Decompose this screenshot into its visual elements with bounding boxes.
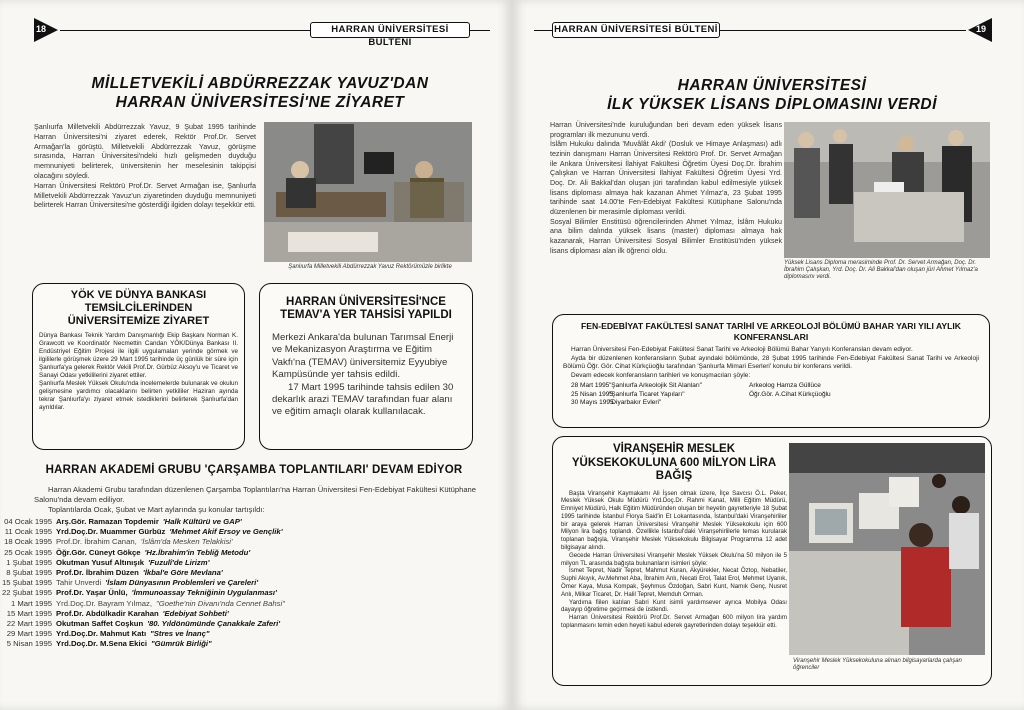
conference-speaker: Öğr.Gör. A.Cihat Kürkçüoğlu bbox=[749, 390, 831, 398]
schedule-topic: 'Fuzulî'de Lirizm' bbox=[148, 557, 210, 567]
schedule-row bbox=[0, 619, 476, 629]
schedule-date: 22 Şubat 1995 bbox=[1, 588, 52, 598]
right-page bbox=[512, 0, 1024, 710]
box-title: HARRAN ÜNİVERSİTESİ'NCE TEMAV'A YER TAHSİSİ YAPILDI bbox=[280, 296, 452, 321]
box-title: YÖK VE DÜNYA BANKASI TEMSİLCİLERİNDEN ÜNİVERSİTEMİZE ZİYARET bbox=[67, 289, 210, 327]
info-box bbox=[552, 314, 990, 428]
conference-topic: "Diyarbakır Evleri" bbox=[609, 399, 662, 406]
schedule-speaker: Tahir Unverdi bbox=[56, 578, 102, 588]
conference-speaker: Arkeolog Hamza Güllüce bbox=[749, 382, 821, 389]
schedule-row bbox=[0, 537, 476, 547]
office-scene-image bbox=[264, 122, 472, 262]
title-line-2: İLK YÜKSEK LİSANS DİPLOMASINI VERDİ bbox=[607, 96, 937, 113]
paragraph: Sosyal Bilimler Enstitüsü öğrencilerinden Ahmet Yılmaz, İslâm Hukuku ana bilim dalında yüksek lisans (master) diploması almaya hak kazanarak, Harran Üniversitesi Sosyal Bilimler Enstitüsü'nden yüksek lisans diploması alan ilk öğrenci oldu. bbox=[550, 217, 782, 255]
schedule-row bbox=[0, 609, 476, 619]
box-paragraph: Gecede Harran Üniversitesi Viranşehir Meslek Yüksek Okulu'na 50 milyon ile 5 milyon TL arasında bağışta bulunanların isimleri şöyle: bbox=[561, 551, 787, 567]
conference-date: 28 Mart 1995 bbox=[571, 382, 610, 389]
header-rule bbox=[60, 30, 310, 31]
box-paragraph: Dünya Bankası Teknik Yardım Danışmanlığı Ekip Başkanı Norman K. Grawcott ve Koordinatör Necmettin Candan YÖK/Dünya Bankası II. Endüstriyel Eğitim Projesi ile ilgili uygulamaları yerinde görmek ve ilgililerle görüşmek üzere 29 Mart 1995 tarihinde üç günlük bir süre için Şanlıurfa'ya gelerek Rektör Vekili Prof.Dr. Gürbüz Aksoy'u ve Ticaret ve Sanayi Odası yetkililerini ziyaret ettiler. bbox=[39, 332, 238, 379]
schedule-date: 1 Mart 1995 bbox=[10, 598, 52, 608]
schedule-topic: "Goethe'nin Divanı'nda Cennet Bahsi" bbox=[155, 598, 285, 608]
diploma-ceremony-image bbox=[784, 122, 990, 258]
article-body bbox=[550, 121, 782, 256]
paragraph: Şanlıurfa Milletvekili Abdürrezzak Yavuz, 9 Şubat 1995 tarihinde Harran Üniversitesi'ni ziyaret ederek, Rektör Prof.Dr. Servet Armağan'la görüştü. Milletvekili Abdürrezzak Yavuz, görüşme sırasında, Harran Üniversitesi'ndeki hızlı gelişmeden duyduğu memnuniyeti belirterek, üniversitenin her meselesinin takipçisi olacağını söyledi. bbox=[34, 122, 256, 180]
box-paragraph: Ayda bir düzenlenen konferansların Şubat ayındaki bölümünde, 28 Şubat 1995 tarihinde Fen-Edebiyat Fakültesi Sanat Tarihi ve Arkeoloji Bölümü Öğr. Gör. Cihat Kürkçüoğlu tarafından 'Şanlıurfa Mimari Eserleri' konulu bir konferans verildi. bbox=[563, 354, 979, 370]
box-paragraph: Harran Üniversitesi Rektörü Prof.Dr. Servet Armağan 600 milyon lira yardım toplanmasını temin eden heyeti kabul ederek gayretlerinden dolayı teşekkür etti. bbox=[561, 614, 787, 630]
schedule-row bbox=[0, 578, 476, 588]
schedule-speaker: Okutman Saffet Coşkun bbox=[56, 619, 144, 629]
schedule-speaker: Yrd.Doç.Dr. M.Sena Ekici bbox=[56, 639, 147, 649]
schedule-row bbox=[0, 517, 476, 527]
schedule-topic: 'Halk Kültürü ve GAP' bbox=[162, 517, 242, 526]
conference-topic: "Şanlıurfa Ticaret Yapıları" bbox=[609, 390, 685, 398]
box-title: VİRANŞEHİR MESLEK YÜKSEKOKULUNA 600 MİLYON LİRA BAĞIŞ bbox=[571, 443, 777, 482]
paragraph: Harran Üniversitesi'nde kuruluğundan beri devam eden yüksek lisans programları ilk mezununu verdi. bbox=[550, 121, 782, 139]
schedule-topic: "Stres ve İnanç" bbox=[150, 629, 210, 639]
photo-caption: Viranşehir Meslek Yüksekokuluna alınan bilgisayarlarda çalışan öğrenciler bbox=[793, 658, 962, 671]
title-line-2: HARRAN ÜNİVERSİTESİ'NE ZİYARET bbox=[115, 94, 405, 111]
schedule-date: 22 Mart 1995 bbox=[6, 619, 52, 629]
box-paragraph: Devam edecek konferansların tarihleri ve konuşmacıları şöyle: bbox=[571, 371, 751, 379]
box-paragraph: 17 Mart 1995 tarihinde tahsis edilen 30 dekarlık arazi TEMAV tarafından fuar alanı ve eğitim amaçlı olarak kullanılacak. bbox=[272, 381, 454, 418]
schedule-row bbox=[0, 527, 476, 537]
schedule-list bbox=[0, 517, 476, 650]
article-title bbox=[40, 74, 480, 112]
header-rule bbox=[534, 30, 552, 31]
schedule-row bbox=[0, 639, 476, 649]
photo-caption: Şanlıurfa Milletvekili Abdürrezzak Yavuz Rektörümüzle birlikte bbox=[288, 264, 452, 270]
title-line-1: HARRAN ÜNİVERSİTESİ bbox=[677, 77, 867, 94]
ceremony-photo bbox=[784, 122, 990, 258]
paragraph: Toplantılarda Ocak, Şubat ve Mart aylarında şu konular tartışıldı: bbox=[48, 505, 265, 515]
conference-date: 30 Mayıs 1995 bbox=[571, 399, 614, 406]
visit-photo bbox=[264, 122, 472, 262]
page-number-badge bbox=[968, 18, 992, 42]
running-header: HARRAN ÜNİVERSİTESİ BÜLTENİ bbox=[310, 22, 470, 38]
schedule-date: 18 Ocak 1995 bbox=[4, 537, 52, 547]
computer-lab-image bbox=[789, 443, 985, 655]
page-number-badge bbox=[34, 18, 58, 42]
article-body bbox=[34, 122, 256, 210]
paragraph: Harran Üniversitesi Rektörü Prof.Dr. Servet Armağan ise, Şanlıurfa Milletvekili Abdürrezzak Yavuz'un ziyaretinden duyduğu memnuniyeti belirterek Harran Üniversitesi'ne gösterdiği ilgiden dolayı teşekkür etti. bbox=[34, 180, 256, 210]
schedule-topic: 'İslam Dünyasının Problemleri ve Çareleri' bbox=[105, 578, 259, 588]
schedule-date: 1 Şubat 1995 bbox=[6, 557, 52, 567]
conference-topic: "Şanlıurfa Arkeolojik Sit Alanları" bbox=[609, 382, 703, 389]
paragraph: Harran Akademi Grubu tarafından düzenlenen Çarşamba Toplantıları'na Harran Üniversitesi Fen-Edebiyat Fakültesi Kütüphane Salonu'nda devam ediliyor. bbox=[34, 485, 476, 505]
page-number: 19 bbox=[976, 24, 987, 34]
schedule-topic: "Gümrük Birliği" bbox=[151, 639, 212, 649]
schedule-date: 04 Ocak 1995 bbox=[4, 517, 52, 526]
schedule-date: 15 Şubat 1995 bbox=[1, 578, 52, 588]
schedule-row bbox=[0, 629, 476, 639]
schedule-row bbox=[0, 548, 476, 558]
box-body bbox=[561, 490, 787, 630]
schedule-date: 11 Ocak 1995 bbox=[4, 527, 52, 537]
box-title: FEN-EDEBİYAT FAKÜLTESİ SANAT TARİHİ VE ARKEOLOJİ BÖLÜMÜ BAHAR YARI YILI AYLIK KONFERANSLARI bbox=[581, 321, 961, 342]
box-paragraph: Şanlıurfa Meslek Yüksek Okulu'nda incelemelerde bulunarak ve okulun gelişmesine yardımcı olacaklarını belirten yetkililer Haziran ayında tekrar Şanlıurfa'yı ziyaret etmek istediklerini belirterek Şanlıurfa'dan ayrıldılar. bbox=[39, 380, 238, 411]
schedule-speaker: Prof.Dr. Yaşar Ünlü, bbox=[56, 588, 128, 598]
box-body bbox=[563, 346, 979, 380]
info-box bbox=[259, 283, 473, 450]
box-paragraph: İsmet Tepret, Nadir Tepret, Mahmut Kuran, Akyürekler, Necat Öztop, Nebatiler, Suphi Akıyık, Av.Mehmet Aba, İbrahim Anlı, Necati Erol, Talat Erol, Mehmet Uyanık, Ömer Kaya, Musa Kompak, Şeyhmus Özdoğan, Sabri Kunt, Namık Genç, Nusret Anlı, Milkar Ticaret, Dr. Halil Tepret, Memduh Orman. bbox=[561, 567, 787, 598]
header-rule bbox=[470, 30, 490, 31]
schedule-topic: 'İkbal'e Göre Mevlana' bbox=[142, 568, 223, 578]
info-box bbox=[552, 436, 992, 686]
schedule-speaker: Okutman Yusuf Altınışık bbox=[56, 557, 144, 567]
schedule-speaker: Yrd.Doç.Dr. Muammer Gürbüz bbox=[56, 527, 166, 537]
schedule-row bbox=[0, 588, 476, 598]
schedule-topic: 'Mehmet Akif Ersoy ve Gençlik' bbox=[169, 527, 283, 537]
box-paragraph: Harran Üniversitesi Fen-Edebiyat Fakültesi Sanat Tarihi ve Arkeoloji Bölümü Bahar Yarıyılı Konferansları devam ediyor. bbox=[571, 346, 913, 353]
schedule-speaker: Prof.Dr. İbrahim Canan, bbox=[56, 537, 137, 547]
article-title: HARRAN AKADEMİ GRUBU 'ÇARŞAMBA TOPLANTILARI' DEVAM EDİYOR bbox=[45, 464, 463, 476]
box-column bbox=[561, 441, 787, 630]
computer-lab-photo bbox=[789, 443, 985, 655]
schedule-speaker: Yrd.Doç.Dr. Bayram Yılmaz, bbox=[56, 598, 152, 608]
schedule-speaker: Prof.Dr. Abdülkadir Karahan bbox=[56, 608, 159, 618]
schedule-date: 5 Nisan 1995 bbox=[6, 639, 52, 649]
schedule-speaker: Öğr.Gör. Cüneyt Gökçe bbox=[56, 547, 141, 557]
conference-row bbox=[563, 391, 979, 400]
schedule-topic: 'Edebiyat Sohbeti' bbox=[162, 608, 229, 618]
box-paragraph: Başta Viranşehir Kaymakamı Ali İşsen olmak üzere, İlçe Savcısı Ö.L. Peker, Meslek Yüksek Okulu Müdürü Yrd.Doç.Dr. Rahmi Kanat, Milli Eğitim Müdürü, Emniyet Müdürü, Halk Eğitim Müdüründen oluşan bir heyetin gayretleriyle 18 Şubat 1995 tarihinde İstanbul Florya Said'in Et Lokantasında, İstanbul'daki Viranşehirliler bir araya gelerek Harran Üniversitesi Viranşehir Meslek Yüksekokulu için 600 Milyon lira bağış toplandı. Özellikle İstanbul'daki Viranşehirlilerle temas kurularak toplanan bağışla, Viranşehir Meslek Yüksekokulu Bilgisayar Programma 12 adet bilgisayar alındı. bbox=[561, 489, 787, 552]
conference-row bbox=[563, 382, 979, 391]
info-box bbox=[32, 283, 245, 450]
running-header: HARRAN ÜNİVERSİTESİ BÜLTENİ bbox=[552, 22, 720, 38]
schedule-date: 29 Mart 1995 bbox=[6, 629, 52, 639]
photo-caption: Yüksek Lisans Diploma merasiminde Prof. Dr. Servet Armağan, Doç. Dr. İbrahim Çalışkan, Yrd. Doç. Dr. Ali Bakkal'dan oluşan jüri Ahmet Yılmaz'a diplomasını verdi. bbox=[784, 260, 978, 280]
title-line-1: MİLLETVEKİLİ ABDÜRREZZAK YAVUZ'DAN bbox=[91, 75, 429, 92]
conference-table bbox=[563, 382, 979, 408]
schedule-topic: 'İslâm'da Mesken Telakkisi' bbox=[140, 537, 233, 547]
schedule-row bbox=[0, 599, 476, 609]
schedule-speaker: Arş.Gör. Ramazan Topdemir bbox=[56, 517, 159, 526]
header-rule bbox=[720, 30, 966, 31]
box-paragraph: Yardıma fiilen katılan Sabri Kunt isimli yardımsever ayrıca Mobilya Odası dayayıp öğretime geçirmesi de üstlendi. bbox=[561, 598, 787, 614]
schedule-topic: 'Hz.İbrahim'in Tebliğ Metodu' bbox=[144, 547, 251, 557]
conference-date: 25 Nisan 1995 bbox=[571, 390, 613, 398]
schedule-speaker: Prof.Dr. İbrahim Düzen bbox=[56, 568, 139, 578]
schedule-date: 15 Mart 1995 bbox=[6, 608, 52, 618]
schedule-row bbox=[0, 558, 476, 568]
schedule-topic: '80. Yıldönümünde Çanakkale Zaferi' bbox=[147, 619, 281, 629]
paragraph: İslâm Hukuku dalında 'Muvâlât Akdi' (Dosluk ve Himaye Anlaşması) adlı tezinin danışmanı Harran Üniversitesi Rektörü Prof. Dr. Servet Armağan ile Ankara Üniversitesi İlahiyat Fakültesi Öğretim Üyesi Doç.Dr. İbrahim Çalışkan ve Harran Üniversitesi İlahiyat Fakültesi Öğretim Üyesi Yrd. Doç. Dr. Ali Bakkal'dan oluşan jüri tarafından kabul edilmesiyle yüksek lisans diploması almaya hak kazanan Ahmet Yılmaz'a, 23 Şubat 1995 tarihinde saat 14.00'te Fen-Edebiyat Fakültesi Kütüphane Salonu'nda düzenlenen bir merasimle diploması verildi. bbox=[550, 140, 782, 216]
box-body bbox=[272, 332, 460, 419]
schedule-speaker: Yrd.Doç.Dr. Mahmut Katı bbox=[56, 629, 147, 639]
conference-row bbox=[563, 399, 979, 408]
schedule-date: 25 Ocak 1995 bbox=[4, 547, 52, 557]
schedule-row bbox=[0, 568, 476, 578]
schedule-topic: 'İmmunoassay Tekniğinin Uygulanması' bbox=[131, 588, 277, 598]
conference-speaker bbox=[749, 399, 899, 408]
page-number: 18 bbox=[36, 24, 47, 34]
article-body bbox=[34, 485, 476, 516]
schedule-date: 8 Şubat 1995 bbox=[6, 568, 52, 578]
box-paragraph: Merkezi Ankara'da bulunan Tarımsal Enerji ve Mekanizasyon Araştırma ve Eğitim Vakfı'na (TEMAV) üniversitemiz Eyyubiye Kampüsünde yer tahsis edildi. bbox=[272, 332, 454, 381]
article-title bbox=[542, 76, 1002, 114]
